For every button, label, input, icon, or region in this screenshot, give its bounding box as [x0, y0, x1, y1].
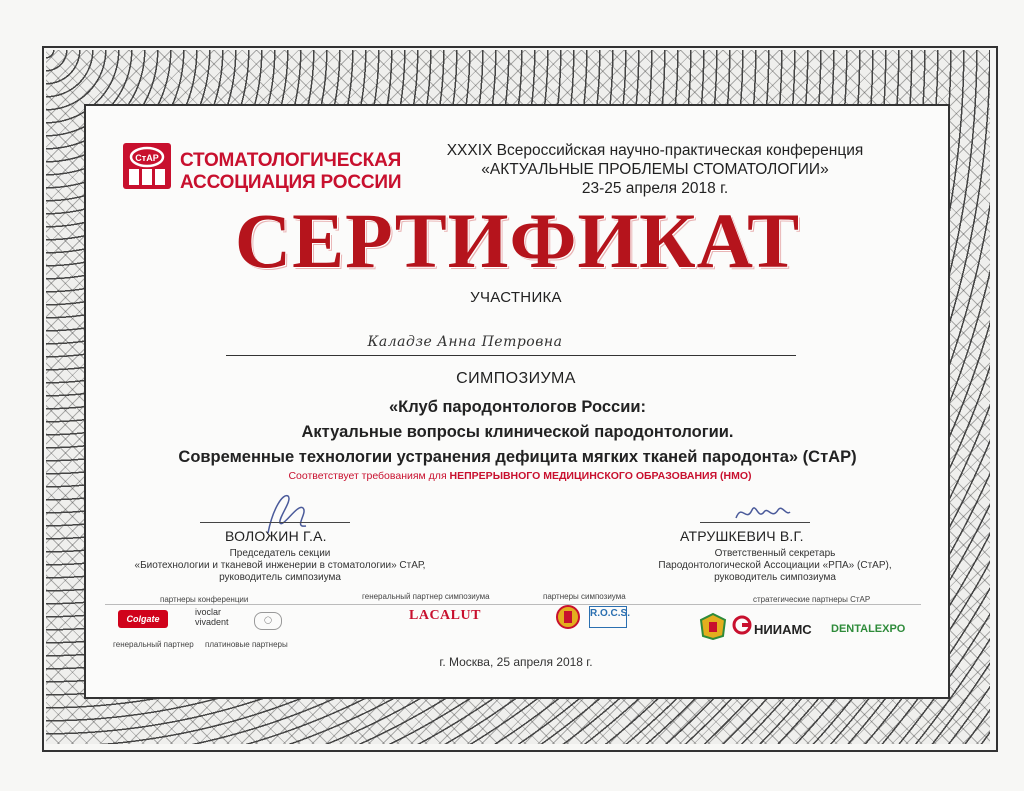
signatory-left-desc: [110, 548, 450, 584]
signatory-left-desc3: руководитель симпозиума: [219, 572, 341, 583]
conference-dates: 23-25 апреля 2018 г.: [581, 180, 729, 197]
participant-name: Каладзе Анна Петровна: [367, 334, 563, 350]
rocs-logo: R.O.C.S.: [589, 606, 627, 628]
general-partner-label: генеральный партнер симпозиума: [362, 592, 490, 601]
partner-logo-icon: ◯: [254, 612, 282, 630]
colgate-logo: Colgate: [118, 610, 168, 628]
signatory-right-desc: [610, 548, 940, 584]
nmo-bold: НЕПРЕРЫВНОГО МЕДИЦИНСКОГО ОБРАЗОВАНИЯ (НМО): [449, 470, 752, 482]
conference-line2: «АКТУАЛЬНЫЕ ПРОБЛЕМЫ СТОМАТОЛОГИИ»: [481, 161, 829, 178]
ivoclar-logo: [195, 607, 229, 627]
emblem-logo-icon: [699, 612, 727, 640]
name-underline: [226, 355, 796, 356]
sub-general-label: генеральный партнер: [113, 640, 194, 649]
ivoclar-logo-line2: vivadent: [195, 617, 229, 627]
organization-name-line2: АССОЦИАЦИЯ РОССИИ: [180, 172, 402, 193]
signatory-left-desc1: Председатель секции: [229, 548, 331, 559]
signatory-left-name: ВОЛОЖИН Г.А.: [225, 528, 327, 544]
partners-divider: [105, 604, 921, 605]
place-and-date: г. Москва, 25 апреля 2018 г.: [439, 655, 593, 669]
dentalexpo-logo: DENTALEXPO: [831, 623, 906, 635]
symposium-line3: Современные технологии устранения дефицита мягких тканей пародонта» (СтАР): [178, 448, 857, 466]
signatory-right-name: АТРУШКЕВИЧ В.Г.: [680, 528, 804, 544]
signatory-left-desc2: «Биотехнологии и тканевой инженерии в стоматологии» СтАР,: [134, 560, 426, 571]
nmo-prefix: Соответствует требованиям для: [288, 470, 450, 482]
conference-line1: XXXIX Всероссийская научно-практическая конференция: [446, 142, 864, 159]
signature-left-line: [200, 522, 350, 523]
symposium-title: [150, 395, 885, 470]
signatory-right-desc3: руководитель симпозиума: [714, 572, 836, 583]
niiams-logo: НИИАМС: [754, 622, 812, 637]
splat-logo-icon: [556, 605, 580, 629]
signature-right-icon: [732, 498, 792, 528]
symposium-label: СИМПОЗИУМА: [456, 370, 576, 387]
logo-text: СтАР: [135, 153, 159, 163]
symposium-line2: Актуальные вопросы клинической пародонтологии.: [301, 423, 734, 441]
nmo-compliance-note: [200, 470, 840, 482]
organization-name: [180, 150, 401, 194]
organization-name-line1: СТОМАТОЛОГИЧЕСКАЯ: [180, 150, 402, 171]
symposium-partners-label: партнеры симпозиума: [543, 592, 626, 601]
certificate-title: СЕРТИФИКАТ: [234, 197, 801, 284]
conference-partners-label: партнеры конференции: [160, 595, 249, 604]
ivoclar-logo-line1: ivoclar: [195, 607, 222, 617]
association-logo-icon: [122, 142, 172, 190]
signature-right-line: [700, 522, 810, 523]
signatory-right-desc1: Ответственный секретарь: [714, 548, 836, 559]
lacalut-logo: LACALUT: [409, 608, 481, 623]
participant-label: УЧАСТНИКА: [470, 289, 562, 306]
niiams-logo-icon: [732, 615, 752, 635]
strategic-partners-label: стратегические партнеры СтАР: [753, 595, 871, 604]
conference-header: [380, 141, 930, 198]
symposium-line1: «Клуб пародонтологов России:: [389, 398, 646, 416]
sub-platinum-label: платиновые партнеры: [205, 640, 288, 649]
signatory-right-desc2: Пародонтологической Ассоциации «РПА» (СтАР),: [658, 560, 892, 571]
